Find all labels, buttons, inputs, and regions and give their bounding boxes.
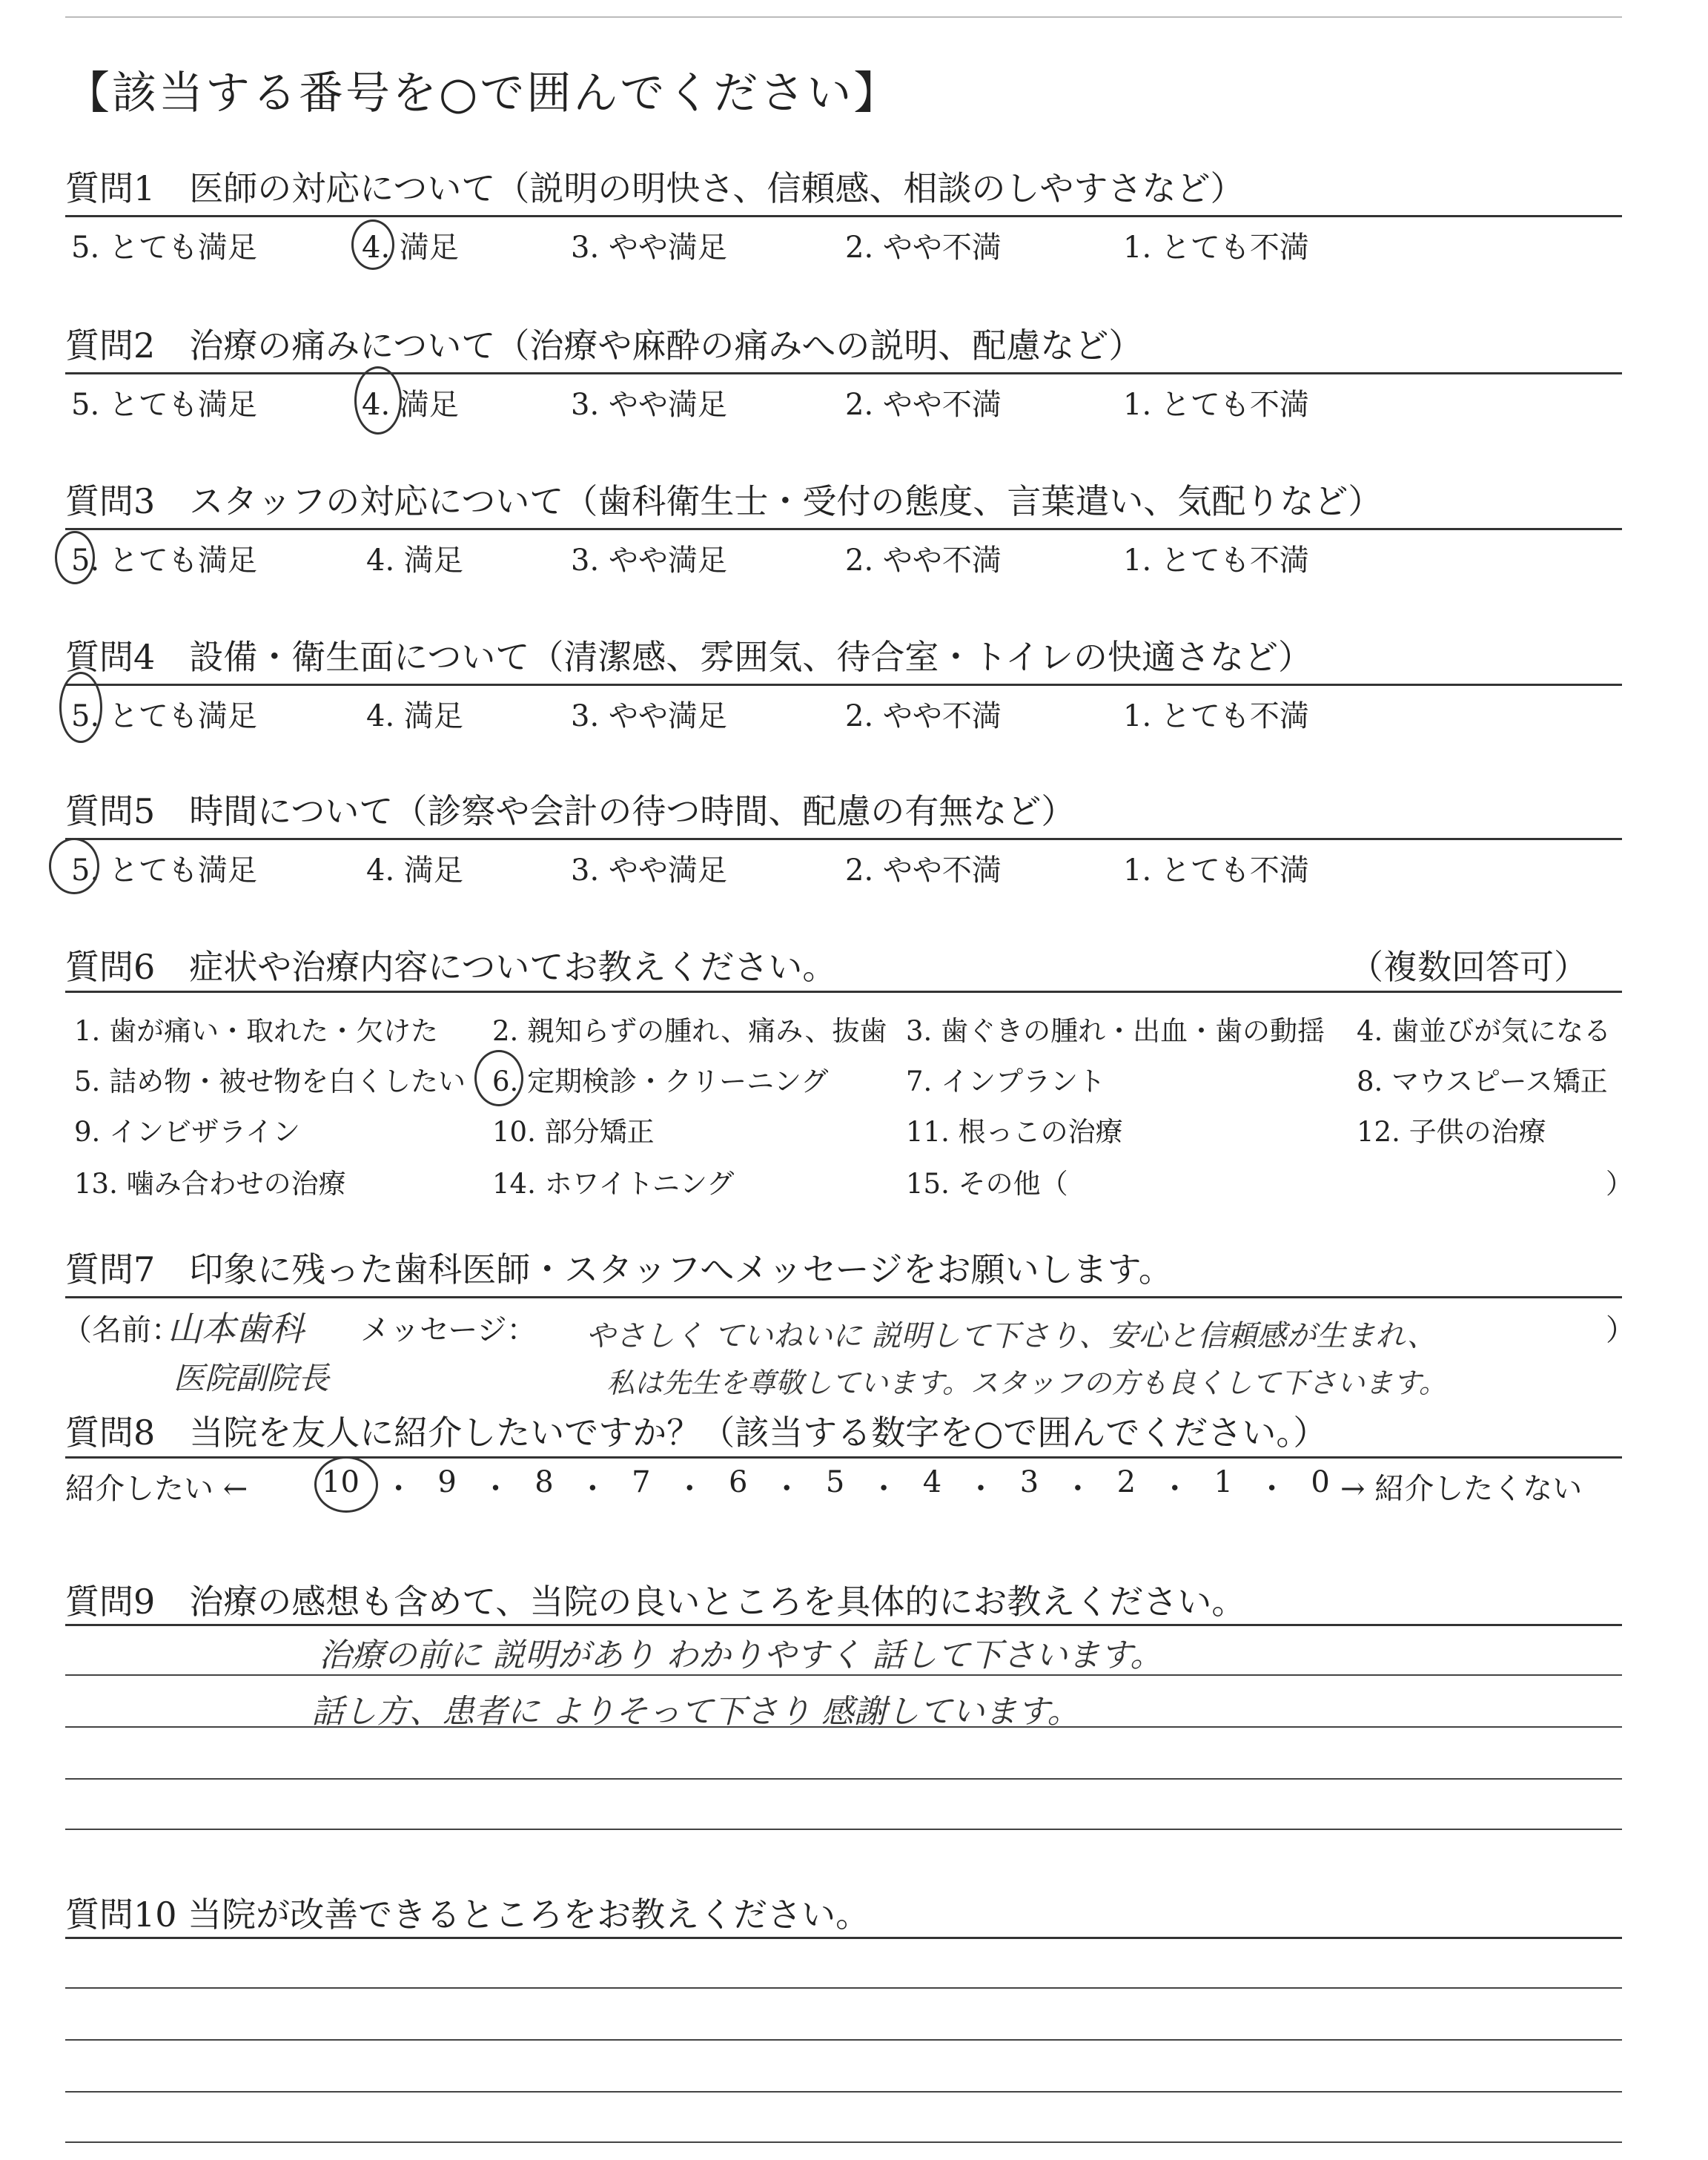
q1-option-4[interactable]: 4. 満足 xyxy=(362,231,459,265)
q8-scale xyxy=(322,1465,1330,1507)
q4-selection-circle xyxy=(59,672,102,743)
q2-option-1[interactable]: 1. とても不満 xyxy=(1123,388,1309,422)
q8-dot: ・ xyxy=(675,1472,705,1506)
q8-left-label: 紹介したい ← xyxy=(65,1472,248,1506)
page-header: 【該当する番号を○で囲んでください】 xyxy=(65,67,901,119)
q8-dot: ・ xyxy=(1257,1472,1287,1506)
q5-option-4[interactable]: 4. 満足 xyxy=(366,853,463,888)
question-3-title: 質問3 スタッフの対応について（歯科衛生士・受付の態度、言葉遣い、気配りなど） xyxy=(65,481,1383,521)
q8-scale-7[interactable]: 7 xyxy=(632,1465,651,1499)
q2-option-5[interactable]: 5. とても満足 xyxy=(71,388,257,422)
q6-item-6[interactable]: 6. 定期検診・クリーニング xyxy=(492,1066,829,1097)
question-2-title: 質問2 治療の痛みについて（治療や麻酔の痛みへの説明、配慮など） xyxy=(65,326,1143,366)
q8-dot: ・ xyxy=(383,1472,414,1506)
q6-other-close: ） xyxy=(1606,1168,1633,1200)
q9-answer-rule-5 xyxy=(65,1829,1622,1830)
q5-option-5[interactable]: 5. とても満足 xyxy=(71,853,257,888)
q6-item-4[interactable]: 4. 歯並びが気になる xyxy=(1357,1015,1612,1047)
q7-message-label: メッセージ： xyxy=(360,1313,537,1347)
q8-scale-9[interactable]: 9 xyxy=(437,1465,457,1499)
q4-option-2[interactable]: 2. やや不満 xyxy=(845,699,1002,733)
q8-scale-1[interactable]: 1 xyxy=(1214,1465,1233,1499)
q6-selection-circle xyxy=(474,1050,523,1106)
q7-message-line1: やさしく ていねいに 説明して下さり、安心と信頼感が生まれ、 xyxy=(586,1319,1437,1353)
q6-item-14[interactable]: 14. ホワイトニング xyxy=(492,1168,735,1200)
q8-dot: ・ xyxy=(1159,1472,1190,1506)
question-6-title: 質問6 症状や治療内容についてお教えください。 xyxy=(65,947,837,987)
q8-right-label: → 紹介したくない xyxy=(1340,1472,1583,1506)
q9-answer-rule-1 xyxy=(65,1624,1622,1626)
q3-option-4[interactable]: 4. 満足 xyxy=(366,544,463,578)
q8-scale-3[interactable]: 3 xyxy=(1019,1465,1039,1499)
q6-item-10[interactable]: 10. 部分矯正 xyxy=(492,1116,655,1148)
question-1-rule xyxy=(65,215,1622,217)
q8-selection-circle xyxy=(314,1456,378,1513)
q3-selection-circle xyxy=(55,531,95,584)
question-10-title: 質問10 当院が改善できるところをお教えください。 xyxy=(65,1895,870,1935)
question-7-rule xyxy=(65,1296,1622,1298)
question-6-note: （複数回答可） xyxy=(1349,947,1588,987)
q6-item-7[interactable]: 7. インプラント xyxy=(906,1066,1106,1097)
question-9-title: 質問9 治療の感想も含めて、当院の良いところを具体的にお教えください。 xyxy=(65,1582,1246,1622)
q1-option-2[interactable]: 2. やや不満 xyxy=(845,231,1002,265)
question-6-rule xyxy=(65,991,1622,993)
question-1-title: 質問1 医師の対応について（説明の明快さ、信頼感、相談のしやすさなど） xyxy=(65,168,1245,208)
q6-item-5[interactable]: 5. 詰め物・被せ物を白くしたい xyxy=(74,1066,466,1097)
q4-option-5[interactable]: 5. とても満足 xyxy=(71,699,257,733)
q3-option-2[interactable]: 2. やや不満 xyxy=(845,544,1002,578)
question-4-title: 質問4 設備・衛生面について（清潔感、雰囲気、待合室・トイレの快適さなど） xyxy=(65,637,1313,677)
q4-option-3[interactable]: 3. やや満足 xyxy=(571,699,727,733)
q1-option-3[interactable]: 3. やや満足 xyxy=(571,231,727,265)
q1-option-1[interactable]: 1. とても不満 xyxy=(1123,231,1309,265)
q10-answer-rule-4 xyxy=(65,2091,1622,2093)
q9-answer-rule-4 xyxy=(65,1778,1622,1780)
q6-item-1[interactable]: 1. 歯が痛い・取れた・欠けた xyxy=(74,1015,439,1047)
q7-name-line2: 医院副院長 xyxy=(173,1360,330,1396)
q3-option-3[interactable]: 3. やや満足 xyxy=(571,544,727,578)
question-3-rule xyxy=(65,528,1622,530)
q3-option-1[interactable]: 1. とても不満 xyxy=(1123,544,1309,578)
q6-item-8[interactable]: 8. マウスピース矯正 xyxy=(1357,1066,1608,1097)
q2-option-3[interactable]: 3. やや満足 xyxy=(571,388,727,422)
question-5-rule xyxy=(65,838,1622,840)
q6-item-3[interactable]: 3. 歯ぐきの腫れ・出血・歯の動揺 xyxy=(906,1015,1325,1047)
q5-option-3[interactable]: 3. やや満足 xyxy=(571,853,727,888)
q10-answer-rule-2 xyxy=(65,1987,1622,1989)
q8-dot: ・ xyxy=(577,1472,608,1506)
q10-answer-rule-3 xyxy=(65,2039,1622,2041)
question-5-title: 質問5 時間について（診察や会計の待つ時間、配慮の有無など） xyxy=(65,791,1076,831)
q6-item-11[interactable]: 11. 根っこの治療 xyxy=(906,1116,1123,1148)
q5-option-1[interactable]: 1. とても不満 xyxy=(1123,853,1309,888)
q6-item-15[interactable]: 15. その他（ xyxy=(906,1168,1068,1200)
q10-answer-rule-1 xyxy=(65,1937,1622,1939)
question-8-rule xyxy=(65,1456,1622,1459)
q8-scale-8[interactable]: 8 xyxy=(534,1465,554,1499)
q5-option-2[interactable]: 2. やや不満 xyxy=(845,853,1002,888)
question-2-rule xyxy=(65,372,1622,374)
q9-answer-line2: 話し方、患者に よりそって下さり 感謝しています。 xyxy=(311,1693,1080,1731)
q6-item-12[interactable]: 12. 子供の治療 xyxy=(1357,1116,1546,1148)
q8-scale-5[interactable]: 5 xyxy=(825,1465,845,1499)
q8-dot: ・ xyxy=(772,1472,802,1506)
question-7-title: 質問7 印象に残った歯科医師・スタッフへメッセージをお願いします。 xyxy=(65,1249,1173,1289)
q1-option-5[interactable]: 5. とても満足 xyxy=(71,231,257,265)
q6-item-2[interactable]: 2. 親知らずの腫れ、痛み、抜歯 xyxy=(492,1015,887,1047)
q8-dot: ・ xyxy=(869,1472,899,1506)
q4-option-1[interactable]: 1. とても不満 xyxy=(1123,699,1309,733)
question-8-title: 質問8 当院を友人に紹介したいですか？（該当する数字を○で囲んでください。） xyxy=(65,1413,1328,1453)
q2-option-4[interactable]: 4. 満足 xyxy=(362,388,459,422)
q7-close-paren: ） xyxy=(1606,1313,1635,1347)
q8-scale-2[interactable]: 2 xyxy=(1116,1465,1136,1499)
q5-selection-circle xyxy=(49,838,99,894)
q10-answer-rule-5 xyxy=(65,2141,1622,2143)
q6-item-13[interactable]: 13. 噛み合わせの治療 xyxy=(74,1168,346,1200)
q2-selection-circle xyxy=(354,366,402,435)
q2-option-2[interactable]: 2. やや不満 xyxy=(845,388,1002,422)
q8-scale-6[interactable]: 6 xyxy=(729,1465,748,1499)
q8-scale-0[interactable]: 0 xyxy=(1311,1465,1330,1499)
q8-scale-10[interactable]: 10 xyxy=(322,1465,360,1499)
q1-selection-circle xyxy=(351,219,394,270)
q8-scale-4[interactable]: 4 xyxy=(922,1465,942,1499)
q8-dot: ・ xyxy=(1062,1472,1093,1506)
q7-message-line2: 私は先生を尊敬しています。スタッフの方も良くして下さいます。 xyxy=(606,1367,1447,1399)
q8-dot: ・ xyxy=(965,1472,996,1506)
q8-dot: ・ xyxy=(480,1472,511,1506)
q4-option-4[interactable]: 4. 満足 xyxy=(366,699,463,733)
q6-item-9[interactable]: 9. インビザライン xyxy=(74,1116,300,1148)
q9-answer-line1: 治療の前に 説明があり わかりやすく 話して下さいます。 xyxy=(319,1636,1163,1674)
question-4-rule xyxy=(65,684,1622,686)
top-border xyxy=(65,16,1622,18)
q7-name-line1: 山本歯科 xyxy=(168,1309,304,1349)
q3-option-5[interactable]: 5. とても満足 xyxy=(71,544,257,578)
q7-name-label: （名前： xyxy=(62,1313,181,1347)
